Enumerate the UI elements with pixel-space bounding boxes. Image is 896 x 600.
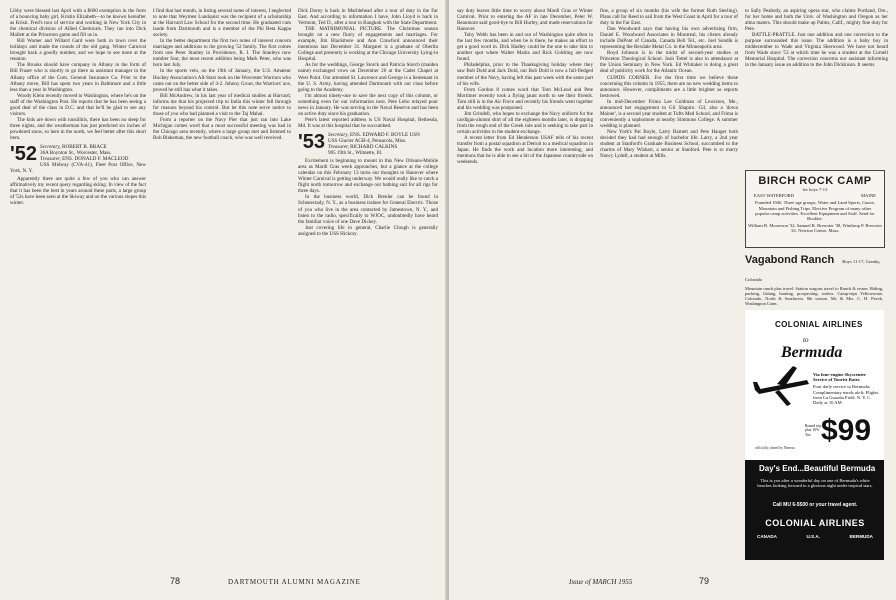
paragraph: CUPIDS CORNER. For the first time we believe these concerning this column in 1955, there are no new wedding items to announce. However, compliments are a little brighter as reports bestowed.: [600, 74, 738, 99]
ad-body: Founded 1946. Three age groups. Water and Land Sports, Canoe, Mountain and Fishing Trips. Elective Program of many other popular camp activities. Excellent Equipment and Staff. Send for Booklet.: [754, 200, 876, 222]
round-trip-note: Round trip plus 10% Tax: [805, 424, 822, 437]
treasurer-name: ENS. DONALD F. MACLEOD: [62, 156, 129, 163]
price-label: $99: [821, 414, 872, 447]
ad-top-panel: [745, 310, 884, 460]
paragraph: The kids are down with tonsillitis, there has been no sleep for three nights, and the weatherman has just predicted six inches of powdered snow, so here in the north, we feel better after this short item.: [10, 116, 146, 141]
secretary-name: ROBERT R. BRACE: [62, 144, 107, 151]
ad-bottom-panel: [745, 460, 884, 560]
paragraph: Just covering life in general, Charlie Clough is generally assigned to the USS Hickory.: [298, 224, 438, 237]
running-footer: Issue of MARCH 1955: [569, 578, 633, 586]
paragraph: A recent letter from Ed Henderson USAF tells of his recent transfer from a postal squadron at Detroit to a medical squadron in Japan. He finds the work and location more interesting, and mentions that he is able to see a bit of the Japanese countryside on weekends.: [457, 134, 593, 166]
paragraph: I'm almost ninety-one to save the next copy of this column, or something even for our information next. Pete Lebo relayed poor news in January. He was serving in the Naval Reserve and has been on active duty since his graduation.: [298, 92, 438, 117]
right-column-1: [457, 8, 593, 564]
paragraph: In the business world, Dick Brenler can be found in Schenectady, N. Y., as a business trainee for General Electric. Those of you who live in the area contacted by Jamestown, N. Y., and listen to the radio, specifically to WJOC, undoubtedly have heard the familiar voice of one Dave Dickey.: [298, 194, 438, 225]
paragraph: In the sports vein, on the 19th of January, the U.S. Amateur Hockey Association's All-Stars took on the Worcester Warriors who came out on the better side of 4-2. Johnny Grout, the Warriors' ace, proved he still has what it takes.: [153, 68, 291, 93]
class-53-header: '53 Secretary, ENS. EDWARD F. BOYLE USN USS Glacier AGB-4, Pensacola, Miss. Treasurer, RICHARD CALKINS 905 19th St., Wilmette, Ill.: [298, 132, 438, 156]
paragraph: From a reporter on the Navy Pier that just ran into Lake Michigan comes word that a most successful meeting was had in the Chicago area recently, where a large group met and listened to Bob Blakeman, the new football coach, who was well received.: [153, 116, 291, 141]
right-column-3: [745, 8, 888, 158]
paragraph: Dan Woodward says that having his own advertising firm, Daniel E. Woodward Associates in Montreal, his clients already include DuPont of Canada, Canada Bell Tel., etc. Joel Sondik is representing the Rexdale Metal Co. in the Minneapolis area.: [600, 26, 738, 51]
birch-rock-camp-ad[interactable]: [745, 170, 885, 248]
paragraph: In the better department the first two notes of interest concern marriages and additions to the growing '52 family. The first comes from one Peter Stanley in Providence, R. I. The Stanleys now number four, the most recent addition being Mark Peter, who was born last July.: [153, 38, 291, 69]
airplane-icon: [751, 360, 811, 408]
call-to-action[interactable]: Call MU 6-5500 or your travel agent.: [772, 502, 858, 508]
paragraph: Toby Webb has been in and out of Washington quite often in the last few months, and when he is there, he makes an effort to get a good word in. Dick Hadley could be the one to take him to another spot where Walter Marks and Rick Goldring are now found.: [457, 32, 593, 63]
paragraph: Dick Dorey is back in Marblehead after a tour of duty in the Far East. And according to information I have, John Lloyd is back in Vermont, Ted D., after a tour in Bangkok with the State Department.: [298, 8, 438, 27]
left-column-2: [153, 8, 291, 564]
city-item: U.S.A.: [806, 534, 820, 539]
treasurer-name: RICHARD CALKINS: [350, 144, 398, 151]
paragraph: Pete's latest reported address is US Naval Hospital, Bethesda, Md. It was at this hospital that he succumbed.: [298, 116, 438, 129]
secretary-address: 36A Boynton St., Worcester, Mass.: [40, 150, 112, 157]
ad-body: This is you after a wonderful day on one of Bermuda's white beaches looking forward to a glorious night under tropical stars.: [757, 478, 873, 489]
paragraph: New York's Pat Boyle, Larry Barnett and Pete Hauger both decided they had had enough of bachelor life. Larry, a 2nd year student at Stanford's Graduate Business School, succumbed to the charms of Mary Wishart, a senior at Stanford. Pete is to marry Nancy Lydell, a student at Mills.: [600, 128, 738, 160]
airline-name: COLONIAL AIRLINES: [775, 320, 863, 329]
vagabond-ranch-ad[interactable]: [745, 250, 883, 306]
paragraph: From Gordon 8 comes word that Tom McLeod and Pete Mortimer recently took a flying jaunt north to see their friends. Tom still is in the Air Force and recently his friends went together and his wedding was postponed.: [457, 86, 593, 111]
paragraph: I find that last month, in listing several notes of interest, I neglected to note that Weymen Lundquist was the recipient of a scholarship at the Harvard Law School for the second time. He graduated cum laude from Dartmouth and is a member of the Phi Beta Kappa society.: [153, 8, 291, 39]
paragraph: Excitement is beginning to mount in this New Orleans-Mobile area as Mardi Gras week approaches, but a glance at the college calendar on this February 13 turns our thoughts to Hanover where Winter Carnival is getting underway. We would really like to catch a flight north tomorrow and exchange our bathing suit for all rigs for three days.: [298, 158, 438, 195]
destination-label: Bermuda: [781, 344, 843, 361]
paragraph: Jim Grindell, who hopes to exchange the Navy uniform for the cardigan-alumni shirt of all the eighteen months later, is dropping from the rough end of the Greek rule and is seeking to take part in certain activities in the student exchange.: [457, 110, 593, 135]
secretary-name: ENS. EDWARD F. BOYLE USN: [350, 131, 420, 138]
right-page: [449, 0, 896, 600]
paragraph: Bill Warner and Willard Gard were both in town over the holidays and made the rounds of the old gang. Winter Carnival brought back a goodly number, and we hope to see more at the reunion.: [10, 38, 146, 63]
paragraph: Boyd Johnson is in the midst of second-year studies at Princeton Theological School. Josh Tottel is also in attendance at the Union Seminary in New York. Ed Whitaker is doing a great deal of publicity work for the Atlantic Ocean.: [600, 50, 738, 75]
running-footer: DARTMOUTH ALUMNI MAGAZINE: [228, 578, 361, 586]
paragraph: Apparently there are quite a few of you who can answer affirmatively my recent query regarding skiing. In view of the fact that it has been the best in years around these parts, a large group of '52s have been seen at the Skiway and on the various slopes this winter.: [10, 176, 146, 207]
paragraph: to Sally Peabody, an aspiring opera star, who claims Portland, Ore., for her home and both the Univ. of Washington and Oregon as her alma maters. This should make up Palms, Calif., mighty fine duty for Pete.: [745, 8, 888, 33]
city-list: [757, 534, 873, 539]
left-page: [0, 0, 447, 600]
paragraph: fine, a group of six months (his wife the former Ruth Sterling). Plans call for Reed to sail from the West Coast in April for a tour of duty in the Far East.: [600, 8, 738, 27]
airline-logo: COLONIAL AIRLINES: [765, 518, 865, 528]
paragraph: say duty leaves little time to worry about Mardi Gras or Winter Carnival. Prior to entering the AF in late December, Peter W. Beaumont said good-bye to Bill Hurley, and made reservations for Hanover.: [457, 8, 593, 33]
paragraph: The Brooks should have company in Albany in the form of Bill Fraser who is shortly to go there as assistant manager in the Albany office of the Com. General Insurance Co. Prior to the Albany move, Bill has spent two years in Baltimore and a little less than a year in Washington.: [10, 62, 146, 93]
to-label: to: [803, 336, 809, 344]
paragraph: Woody Klein recently moved to Washington, where he's on the staff of the Washington Post. He reports that he has been seeing a good deal of the class in D.C. and that he'll be glad to see any visitors.: [10, 92, 146, 117]
treasurer-address: 905 19th St., Wilmette, Ill.: [328, 150, 383, 157]
certification-text: officially timed by Benrus: [755, 446, 795, 450]
class-52-header: '52 Secretary, ROBERT R. BRACE 36A Boynton St., Worcester, Mass. Treasurer, ENS. DONALD F. MACLEOD USS Midway (CVA-41), Fleet Post Office, New York, N. Y.: [10, 143, 146, 175]
paragraph: In mid-December Frima Lee Goldman of Lewiston, Me., announced her engagement to Gil Shapiro. Gil, also a 'down Mainer', is a second year student at Tufts Med School, and Frima is conveniently a sophomore at nearby Simmons College. A summer wedding is planned.: [600, 98, 738, 129]
class-year: '53: [298, 130, 326, 153]
paragraph: Bill McAndrew, in his last year of medical studies at Harvard, informs me that his projected trip to India this winter fell through for reasons beyond his control. But let this note serve notice to those of you who had planned a visit to the Taj Mahal.: [153, 92, 291, 117]
treasurer-address: USS Midway (CVA-41), Fleet Post Office, New York, N. Y.: [10, 162, 146, 175]
paragraph: As for the weddings, George Storck and Patricia Storch (maiden name) exchanged vows on December 26 at the Cadet Chapel at West Point. Our attended St. Lawrence and George is a lieutenant in the U. S. Army, having attended Dartmouth with our class before going to the Academy.: [298, 62, 438, 93]
paragraph: BATTLE-PRATTLE. Just one addition and one correction to the purpose surrounded this issue. The addition is a baby boy in middecember to Wade and Virginia Sherwood. We have not heard from Wade since '53 at which time he was a student at the Cornell Memorial Hospital. The correction concerns our assistant informing in the January issue an addition to the John Dickinson. It seems: [745, 32, 888, 69]
ad-body: Mountain ranch plus travel. Station wagons travel to Ranch & return. Riding, packing, fishing, hunting, prospecting, rodeos. Camp-trips Yellowstone, Colorado, North & Southwest. 8th season. Mr. & Mrs. C. H. Pavek, Washington Conn.: [745, 286, 883, 306]
left-column-1: [10, 8, 146, 564]
page-number: 79: [699, 576, 710, 586]
left-column-3: [298, 8, 438, 564]
ad-subtitle: for boys 7-13: [802, 187, 828, 192]
secretary-address: USS Glacier AGB-4, Pensacola, Miss.: [328, 137, 407, 144]
paragraph: Libby were blessed last April with a $600 exemption in the form of a bouncing baby girl, Kristin Elizabeth—to be known hereafter as Kristi. Fred's tour of service and working in New York City in the chemical division of Allied Chemicals. They ran into Dick Mallett at the Princeton game and fill us in.: [10, 8, 146, 39]
right-column-2: [600, 8, 738, 564]
tagline: Day's End...Beautiful Bermuda: [759, 464, 876, 473]
city-item: BERMUDA: [849, 534, 873, 539]
ad-state: MAINE: [860, 193, 876, 199]
colonial-airlines-ad[interactable]: [745, 310, 884, 560]
ad-subtitle: Boys 11-17, Granby, Colorado: [745, 259, 881, 282]
ad-contacts: William B. Moxerson '32, Samuel R. Brewster '38, Winthrop P. Brewster '41, Newton Centre, Mass.: [747, 223, 883, 234]
paragraph: THE MATRIMONIAL PICTURE. The Christmas season brought on a new flurry of engagements and marriages. For example, Jim Blackmore and Ann Crawford announced their intentions last December 31. Margaret is a graduate of Oberlin College and presently is working at the Chicago University Lying-in Hospital.: [298, 26, 438, 63]
page-number: 78: [170, 576, 181, 586]
city-item: CANADA: [757, 534, 777, 539]
service-text: Via four-engine Skyscenter Service of Tourist Rates Four daily service to Bermuda; Complimentary meals aloft; Flights from La Guardia Field, N. Y. C. Daily at 10 AM: [813, 372, 879, 406]
ad-title: BIRCH ROCK CAMP: [758, 175, 872, 187]
paragraph: Philadelphia, prior to the Thanksgiving holiday where they saw Bob Dold and Jack Dold, our Bob Dold is now a full-fledged member of the Navy, having left this past week with the same part of his wife.: [457, 62, 593, 87]
ad-title: Vagabond Ranch: [745, 254, 835, 266]
class-year: '52: [10, 143, 38, 166]
ad-location: EAST WATERFORD: [754, 193, 795, 199]
